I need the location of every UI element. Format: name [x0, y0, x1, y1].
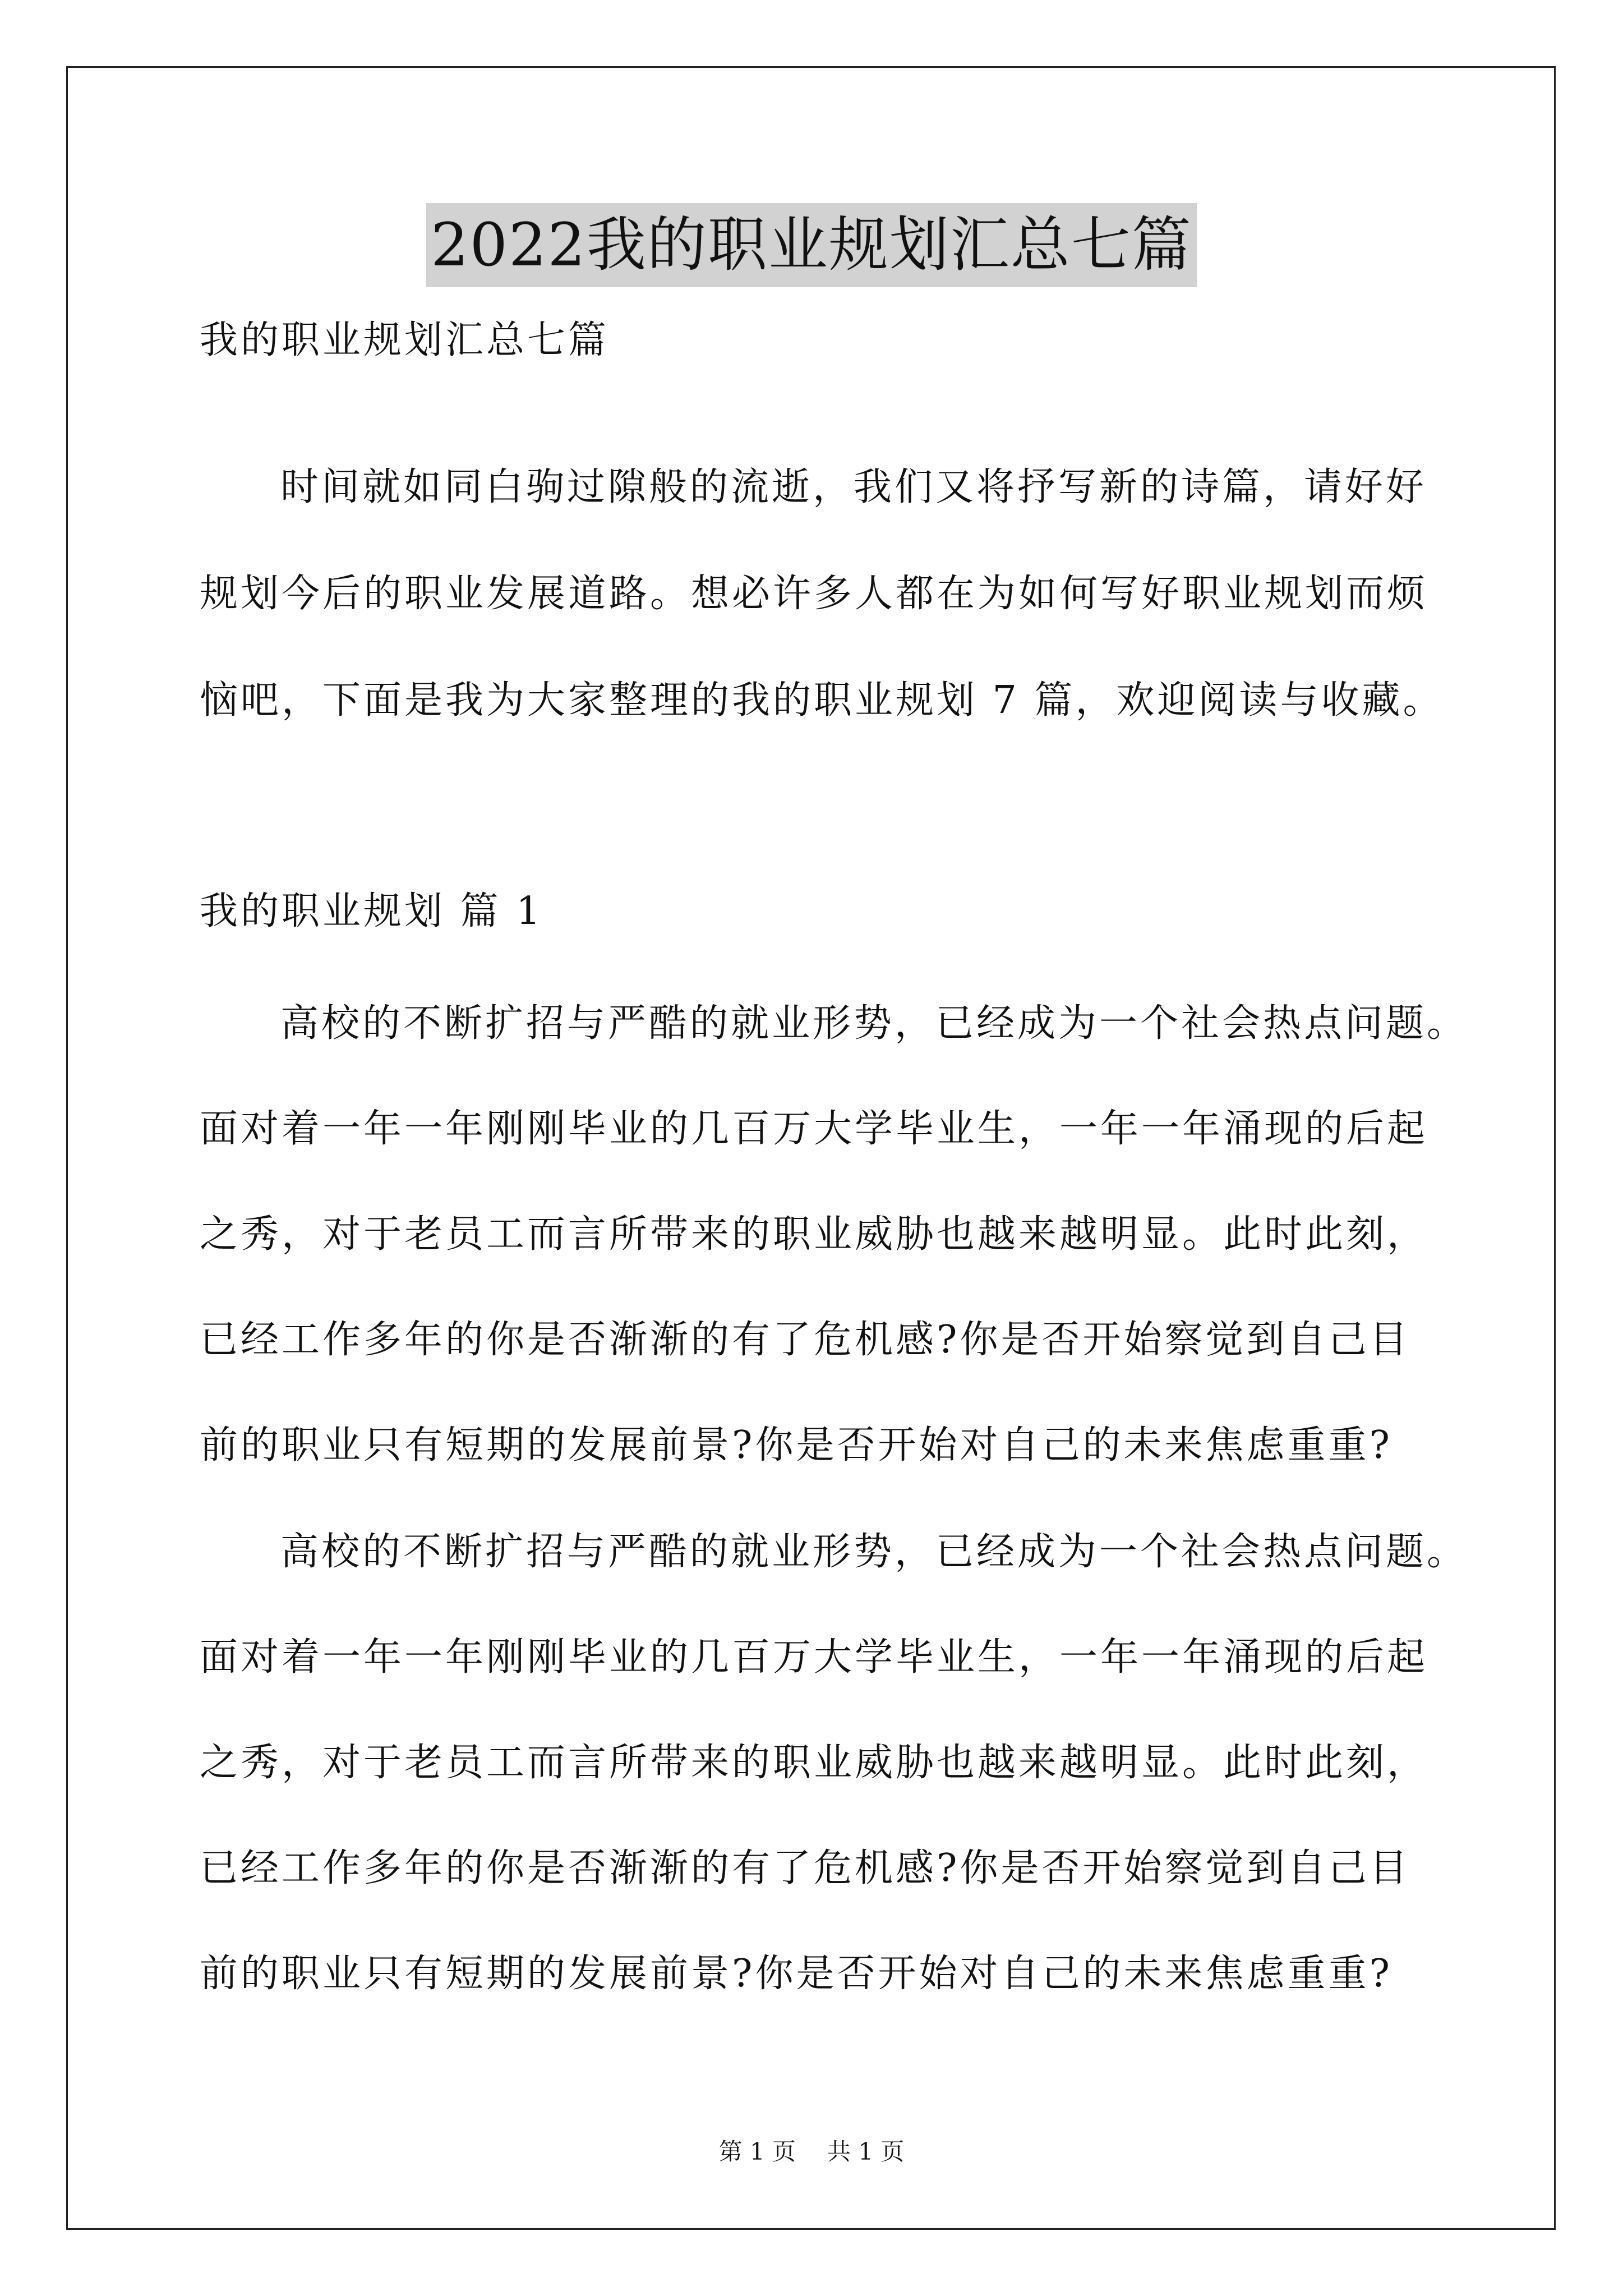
paragraph-line: 已经工作多年的你是否渐渐的有了危机感?你是否开始察觉到自己目 — [200, 1318, 1410, 1362]
paragraph-line: 之秀，对于老员工而言所带来的职业威胁也越来越明显。此时此刻， — [200, 1741, 1428, 1785]
paragraph-line: 已经工作多年的你是否渐渐的有了危机感?你是否开始察觉到自己目 — [200, 1846, 1410, 1890]
paragraph-line: 之秀，对于老员工而言所带来的职业威胁也越来越明显。此时此刻， — [200, 1212, 1428, 1257]
paragraph-line: 高校的不断扩招与严酷的就业形势，已经成为一个社会热点问题。 — [280, 1001, 1468, 1046]
paragraph-line: 前的职业只有短期的发展前景?你是否开始对自己的未来焦虑重重? — [200, 1423, 1393, 1467]
page-number-current: 第 1 页 — [718, 2138, 796, 2165]
section-heading: 我的职业规划 篇 1 — [200, 889, 543, 933]
intro-line: 时间就如同白驹过隙般的流逝，我们又将抒写新的诗篇，请好好 — [280, 465, 1427, 509]
page-footer — [0, 2136, 1623, 2168]
paragraph-line: 前的职业只有短期的发展前景?你是否开始对自己的未来焦虑重重? — [200, 1952, 1393, 1996]
document-subtitle: 我的职业规划汇总七篇 — [200, 318, 610, 362]
paragraph-line: 高校的不断扩招与严酷的就业形势，已经成为一个社会热点问题。 — [280, 1530, 1468, 1574]
paragraph-line: 面对着一年一年刚刚毕业的几百万大学毕业生，一年一年涌现的后起 — [200, 1635, 1428, 1680]
intro-line: 恼吧，下面是我为大家整理的我的职业规划 7 篇，欢迎阅读与收藏。 — [200, 678, 1444, 723]
document-title: 2022我的职业规划汇总七篇 — [426, 203, 1197, 287]
intro-line: 规划今后的职业发展道路。想必许多人都在为如何写好职业规划而烦 — [200, 572, 1428, 616]
page-number-total: 共 1 页 — [827, 2138, 905, 2165]
title-container — [0, 203, 1623, 287]
paragraph-line: 面对着一年一年刚刚毕业的几百万大学毕业生，一年一年涌现的后起 — [200, 1107, 1428, 1151]
